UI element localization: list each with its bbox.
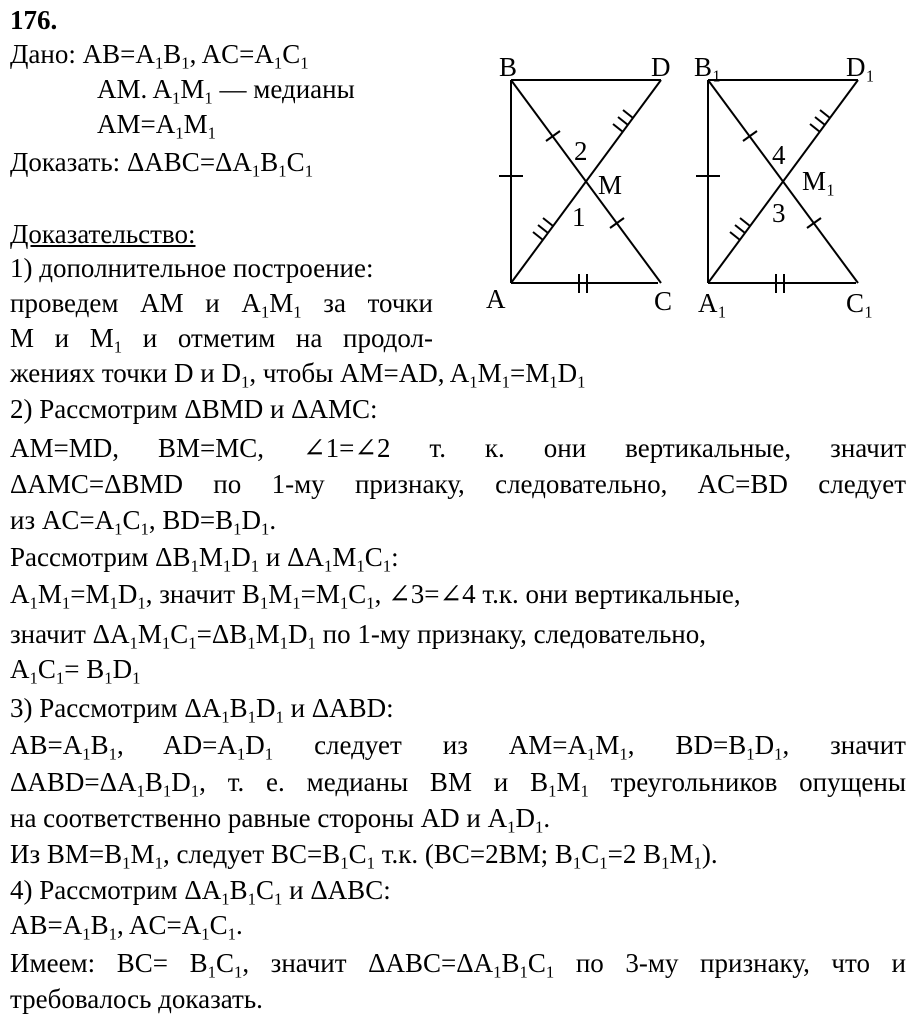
geometry-figure bbox=[480, 40, 916, 330]
given-text-1: $AB=A_1B_1$, $AC=A_1C_1$ bbox=[82, 39, 309, 73]
label-b: B bbox=[499, 52, 518, 82]
label-d1: D₁ bbox=[846, 52, 875, 82]
given-line-3: $AM=A_1M_1$ bbox=[97, 109, 216, 143]
proof-line: $AB=A_1B_1$, $AD=A_1D_1$ следует из $AM=A_1M_1$, $BD=B_1D_1$, значит bbox=[10, 730, 906, 764]
proof-line: требовалось доказать. bbox=[10, 984, 263, 1014]
proof-line: Рассмотрим $\Delta B_1M_1D_1$ и $\Delta A_1M_1C_1$: bbox=[10, 542, 399, 576]
angle-2-label: 2 bbox=[574, 136, 588, 166]
proof-line: значит $\Delta A_1M_1C_1=\Delta B_1M_1D_1$ по 1-му признаку, следовательно, bbox=[10, 619, 706, 653]
prove-label: Доказать: bbox=[10, 147, 121, 177]
given-line-1 bbox=[10, 38, 309, 73]
label-a: A bbox=[486, 284, 506, 314]
proof-line: $A_1M_1=M_1D_1$, значит $B_1M_1=M_1C_1$, ∠3=∠4 т.к. они вертикальные, bbox=[10, 579, 741, 613]
proof-line: M и $M_1$ и отметим на продол- bbox=[10, 323, 434, 357]
proof-line: 4) Рассмотрим $\Delta A_1B_1C_1$ и ΔABC: bbox=[10, 875, 391, 909]
proof-line: $AB=A_1B_1$, $AC=A_1C_1$. bbox=[10, 910, 243, 944]
proof-line: из $AC=A_1C_1$, $BD=B_1D_1$. bbox=[10, 505, 277, 539]
tick-bm bbox=[546, 131, 560, 141]
label-a1: A₁ bbox=[698, 288, 727, 318]
proof-line: $A_1C_1= B_1D_1$ bbox=[10, 654, 141, 688]
angle-1-label: 1 bbox=[572, 202, 586, 232]
figure-abcd bbox=[499, 80, 661, 293]
proof-line: Имеем: $BC= B_1C_1$, значит $\Delta ABC=\Delta A_1B_1C_1$ по 3-му признаку, что и bbox=[10, 948, 906, 982]
proof-line: AM=MD, BM=MC, ∠1=∠2 т. к. они вертикальные, значит bbox=[10, 433, 906, 463]
angle-4-label: 4 bbox=[772, 140, 786, 170]
proof-line: проведем AM и $A_1M_1$ за точки bbox=[10, 288, 433, 322]
proof-line: ΔAMC=ΔBMD по 1-му признаку, следовательно, AC=BD следует bbox=[10, 469, 906, 499]
label-m: M bbox=[598, 170, 623, 200]
proof-line: на соответственно равные стороны AD и $A_1D_1$. bbox=[10, 803, 551, 837]
label-c: C bbox=[654, 286, 673, 316]
tick-mc bbox=[610, 218, 624, 228]
proof-heading: Доказательство: bbox=[10, 219, 196, 249]
problem-number: 176. bbox=[10, 5, 58, 35]
proof-line: $\Delta ABD=\Delta A_1B_1D_1$, т. е. медианы BM и $B_1M_1$ треугольников опущены bbox=[10, 767, 906, 801]
label-b1: B₁ bbox=[694, 52, 722, 82]
prove-line bbox=[10, 146, 314, 181]
label-m1: M₁ bbox=[802, 166, 836, 196]
given-label: Дано: bbox=[10, 39, 76, 69]
proof-line: 3) Рассмотрим $\Delta A_1B_1D_1$ и ΔABD: bbox=[10, 693, 394, 727]
prove-statement: $\Delta ABC=\Delta A_1B_1C_1$ bbox=[126, 147, 314, 181]
proof-line: 1) дополнительное построение: bbox=[10, 253, 374, 283]
label-d: D bbox=[651, 52, 671, 82]
angle-3-label: 3 bbox=[772, 198, 786, 228]
label-c1: C₁ bbox=[846, 288, 874, 318]
given-line-2: AM. $A_1M_1$ — медианы bbox=[97, 74, 355, 108]
proof-line: жениях точки D и $D_1$, чтобы AM=AD, $A_1M_1=M_1D_1$ bbox=[10, 358, 586, 392]
proof-line: Из $BM=B_1M_1$, следует $BC=B_1C_1$ т.к. (BC=2BM; $B_1C_1=2$ $B_1M_1$). bbox=[10, 839, 718, 873]
tick-m1c1 bbox=[807, 218, 821, 228]
tick-b1m1 bbox=[743, 131, 757, 141]
proof-line: 2) Рассмотрим ΔBMD и ΔAMC: bbox=[10, 394, 378, 424]
